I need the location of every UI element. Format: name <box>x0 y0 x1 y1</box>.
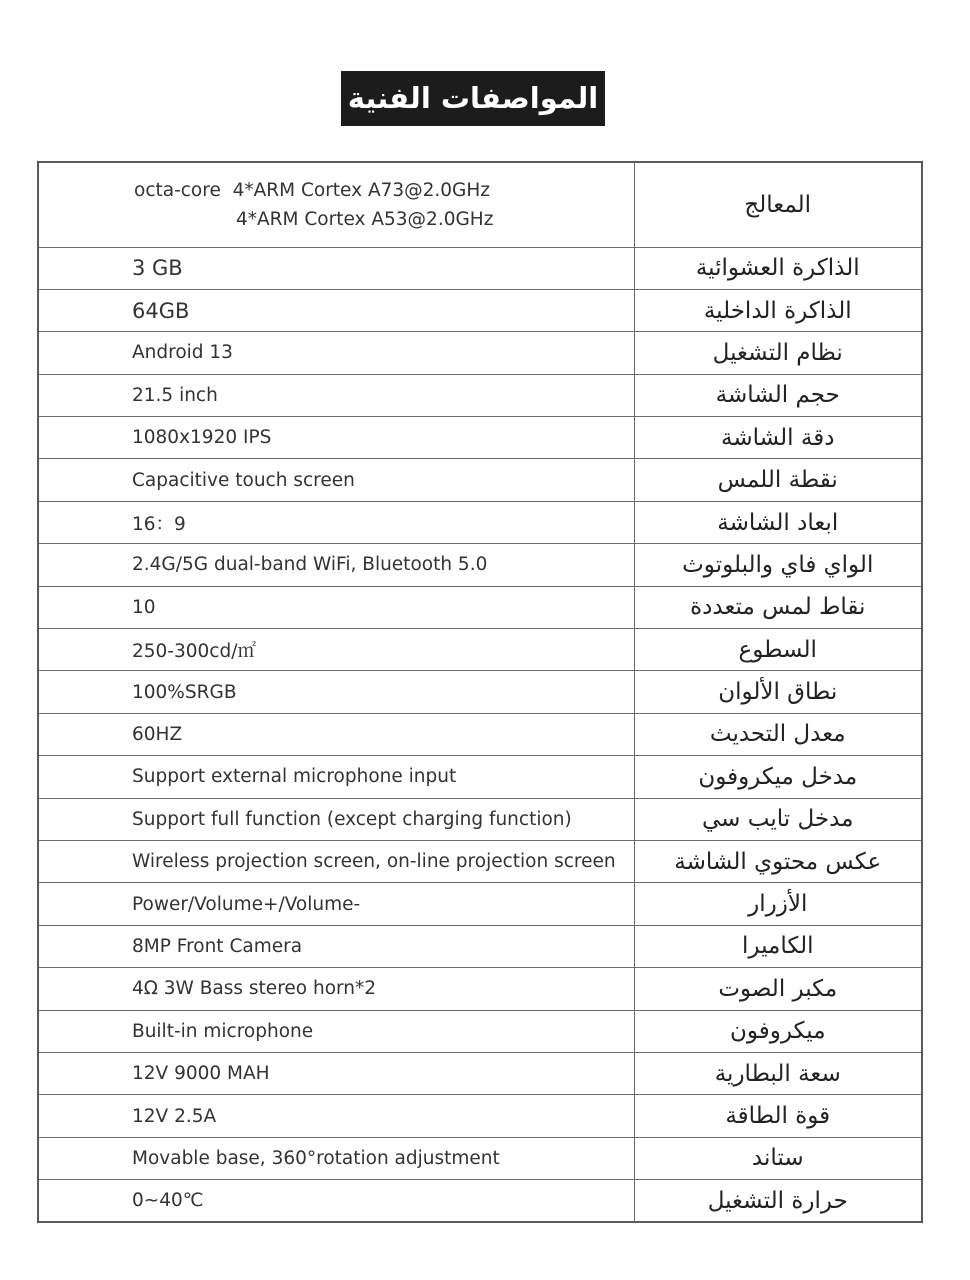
table-row <box>38 1052 922 1094</box>
spec-value: Support full function (except charging function) <box>38 798 634 840</box>
table-row <box>38 374 922 416</box>
spec-label: حرارة التشغيل <box>634 1180 922 1222</box>
spec-label: ستاند <box>634 1137 922 1179</box>
spec-label: مكبر الصوت <box>634 968 922 1010</box>
table-row <box>38 247 922 289</box>
spec-label: معدل التحديث <box>634 713 922 755</box>
table-row <box>38 459 922 501</box>
spec-label: نظام التشغيل <box>634 332 922 374</box>
spec-value: 10 <box>38 586 634 628</box>
table-row <box>38 671 922 713</box>
table-row <box>38 756 922 798</box>
spec-value: Power/Volume+/Volume- <box>38 883 634 925</box>
table-row <box>38 713 922 755</box>
spec-value: 12V 2.5A <box>38 1095 634 1137</box>
spec-label: مدخل تايب سي <box>634 798 922 840</box>
spec-value: Built-in microphone <box>38 1010 634 1052</box>
processor-line-1: octa-core 4*ARM Cortex A73@2.0GHz <box>134 179 491 201</box>
page-title: المواصفات الفنية <box>341 71 605 126</box>
spec-label-processor: المعالج <box>634 162 922 247</box>
spec-label: عكس محتوي الشاشة <box>634 840 922 882</box>
table-row <box>38 1095 922 1137</box>
spec-label: سعة البطارية <box>634 1052 922 1094</box>
spec-value: 21.5 inch <box>38 374 634 416</box>
table-row <box>38 544 922 586</box>
spec-value: 12V 9000 MAH <box>38 1052 634 1094</box>
table-row <box>38 968 922 1010</box>
spec-value: 8MP Front Camera <box>38 925 634 967</box>
spec-label: السطوع <box>634 629 922 671</box>
spec-label: نقاط لمس متعددة <box>634 586 922 628</box>
spec-value: 0~40℃ <box>38 1180 634 1222</box>
table-row <box>38 798 922 840</box>
table-row <box>38 840 922 882</box>
spec-value: Support external microphone input <box>38 756 634 798</box>
spec-value: 1080x1920 IPS <box>38 417 634 459</box>
processor-line-2: 4*ARM Cortex A53@2.0GHz <box>236 208 494 230</box>
spec-label: الذاكرة الداخلية <box>634 289 922 331</box>
spec-value: 60HZ <box>38 713 634 755</box>
spec-value-processor <box>38 162 634 247</box>
table-row <box>38 1180 922 1222</box>
spec-value: 4Ω 3W Bass stereo horn*2 <box>38 968 634 1010</box>
table-row <box>38 417 922 459</box>
table-row <box>38 883 922 925</box>
table-row <box>38 925 922 967</box>
spec-value: 16：9 <box>38 501 634 543</box>
spec-value: 100%SRGB <box>38 671 634 713</box>
spec-value: 64GB <box>38 289 634 331</box>
table-row <box>38 629 922 671</box>
spec-label: نطاق الألوان <box>634 671 922 713</box>
table-row <box>38 501 922 543</box>
spec-label: ميكروفون <box>634 1010 922 1052</box>
table-row <box>38 162 922 247</box>
spec-label: الأزرار <box>634 883 922 925</box>
table-row <box>38 289 922 331</box>
specs-table <box>37 161 923 1223</box>
spec-label: حجم الشاشة <box>634 374 922 416</box>
spec-value: Wireless projection screen, on-line projection screen <box>38 840 634 882</box>
spec-label: ابعاد الشاشة <box>634 501 922 543</box>
spec-label: نقطة اللمس <box>634 459 922 501</box>
spec-value: 2.4G/5G dual-band WiFi, Bluetooth 5.0 <box>38 544 634 586</box>
spec-label: دقة الشاشة <box>634 417 922 459</box>
spec-value: Android 13 <box>38 332 634 374</box>
table-row <box>38 1010 922 1052</box>
table-row <box>38 1137 922 1179</box>
spec-value: 3 GB <box>38 247 634 289</box>
table-row <box>38 332 922 374</box>
spec-value: Capacitive touch screen <box>38 459 634 501</box>
table-row <box>38 586 922 628</box>
spec-label: الواي فاي والبلوتوث <box>634 544 922 586</box>
spec-label: الكاميرا <box>634 925 922 967</box>
spec-value: Movable base, 360°rotation adjustment <box>38 1137 634 1179</box>
spec-label: الذاكرة العشوائية <box>634 247 922 289</box>
spec-label: مدخل ميكروفون <box>634 756 922 798</box>
spec-value: 250-300cd/㎡ <box>38 629 634 671</box>
spec-label: قوة الطاقة <box>634 1095 922 1137</box>
